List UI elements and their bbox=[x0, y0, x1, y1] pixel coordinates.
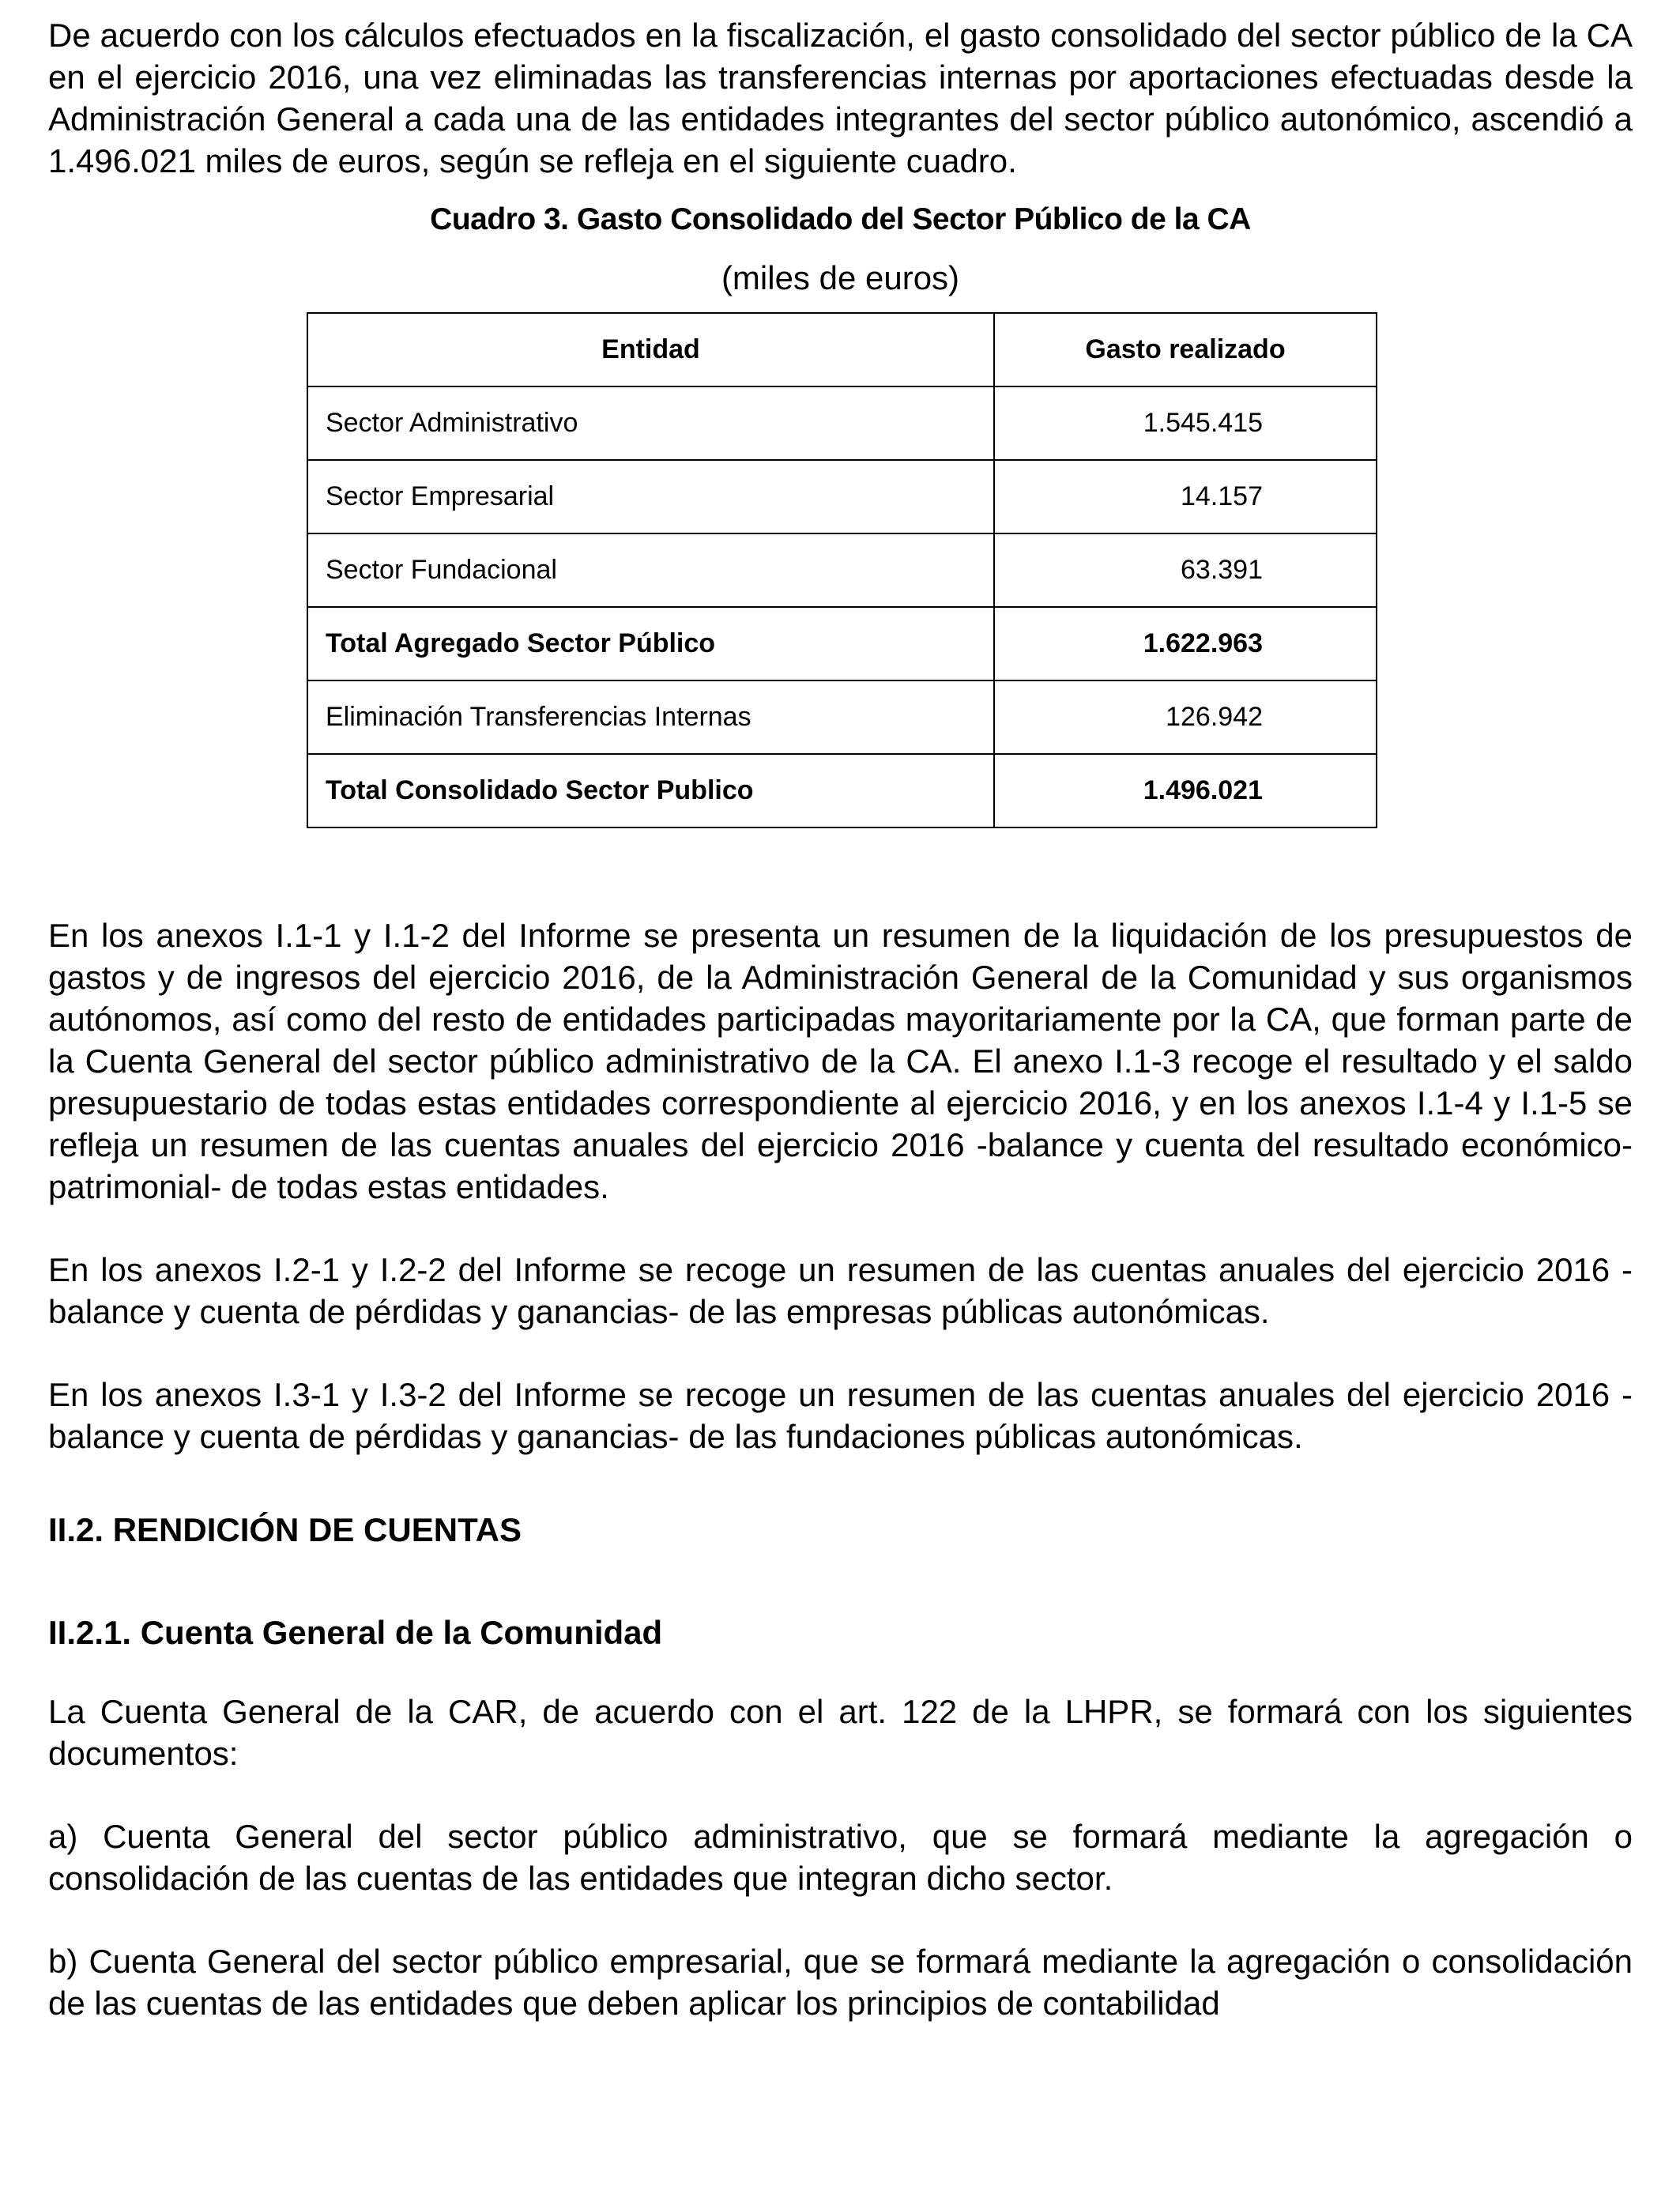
row-entity: Total Agregado Sector Público bbox=[307, 607, 994, 680]
expense-table bbox=[307, 312, 1377, 828]
table-row bbox=[307, 533, 1377, 607]
table-header-row bbox=[307, 313, 1377, 386]
paragraph-annexes-foundations: En los anexos I.3-1 y I.3-2 del Informe se recoge un resumen de las cuentas anuales del ejercicio 2016 -balance y cuenta de pérdidas y ganancias- de las fundaciones públicas autonómicas. bbox=[48, 1376, 1633, 1455]
column-header-entity: Entidad bbox=[307, 313, 994, 386]
row-amount: 1.496.021 bbox=[994, 754, 1377, 827]
row-amount: 126.942 bbox=[994, 680, 1377, 754]
paragraph-intro: De acuerdo con los cálculos efectuados en la fiscalización, el gasto consolidado del sector público de la CA en el ejercicio 2016, una vez eliminadas las transferencias internas por aportaciones efectuadas desde la Administración General a cada una de las entidades integrantes del sector público autonómico, ascendió a 1.496.021 miles de euros, según se refleja en el siguiente cuadro. bbox=[48, 17, 1633, 179]
row-amount: 63.391 bbox=[994, 533, 1377, 607]
paragraph-annexes-companies: En los anexos I.2-1 y I.2-2 del Informe se recoge un resumen de las cuentas anuales del ejercicio 2016 -balance y cuenta de pérdidas y ganancias- de las empresas públicas autonómicas. bbox=[48, 1251, 1633, 1330]
paragraph-annexes-admin: En los anexos I.1-1 y I.1-2 del Informe se presenta un resumen de la liquidación de los presupuestos de gastos y de ingresos del ejercicio 2016, de la Administración General de la Comunidad y sus organismos autónomos, así como del resto de entidades participadas mayoritariamente por la CA, que forman parte de la Cuenta General del sector público administrativo de la CA. El anexo I.1-3 recoge el resultado y el saldo presupuestario de todas estas entidades correspondiente al ejercicio 2016, y en los anexos I.1-4 y I.1-5 se refleja un resumen de las cuentas anuales del ejercicio 2016 -balance y cuenta del resultado económico-patrimonial- de todas estas entidades. bbox=[48, 917, 1633, 1205]
section-heading: II.2. RENDICIÓN DE CUENTAS bbox=[48, 1511, 522, 1548]
row-entity: Sector Empresarial bbox=[307, 460, 994, 533]
row-entity: Eliminación Transferencias Internas bbox=[307, 680, 994, 754]
table-row-total-aggregate bbox=[307, 607, 1377, 680]
table-caption: Cuadro 3. Gasto Consolidado del Sector Público de la CA bbox=[430, 202, 1251, 236]
paragraph-general-account: La Cuenta General de la CAR, de acuerdo con el art. 122 de la LHPR, se formará con los siguientes documentos: bbox=[48, 1693, 1633, 1772]
row-entity: Sector Administrativo bbox=[307, 386, 994, 460]
row-amount: 14.157 bbox=[994, 460, 1377, 533]
paragraph-item-a: a) Cuenta General del sector público administrativo, que se formará mediante la agregación o consolidación de las cuentas de las entidades que integran dicho sector. bbox=[48, 1818, 1633, 1897]
row-amount: 1.622.963 bbox=[994, 607, 1377, 680]
table-row bbox=[307, 680, 1377, 754]
column-header-amount: Gasto realizado bbox=[994, 313, 1377, 386]
row-entity: Total Consolidado Sector Publico bbox=[307, 754, 994, 827]
table-row bbox=[307, 386, 1377, 460]
table-row bbox=[307, 460, 1377, 533]
subsection-heading: II.2.1. Cuenta General de la Comunidad bbox=[48, 1614, 663, 1651]
row-amount: 1.545.415 bbox=[994, 386, 1377, 460]
row-entity: Sector Fundacional bbox=[307, 533, 994, 607]
paragraph-item-b: b) Cuenta General del sector público empresarial, que se formará mediante la agregación o consolidación de las cuentas de las entidades que deben aplicar los principios de contabilidad bbox=[48, 1943, 1633, 2022]
table-row-total-consolidated bbox=[307, 754, 1377, 827]
document-page bbox=[48, 14, 1633, 2024]
table-units: (miles de euros) bbox=[721, 259, 960, 296]
